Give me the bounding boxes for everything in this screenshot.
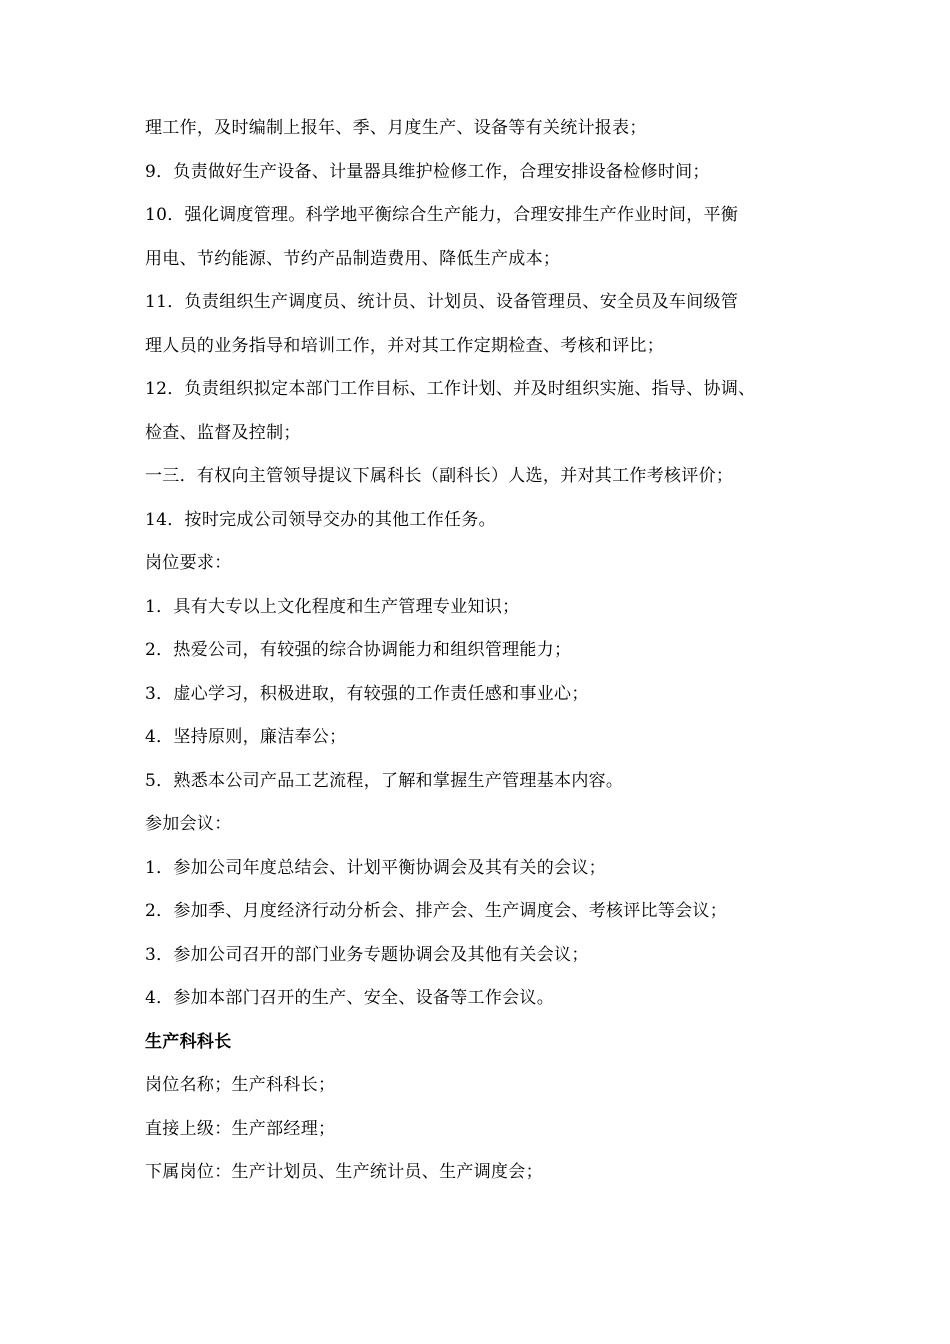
text-line: 用电、节约能源、节约产品制造费用、降低生产成本； bbox=[145, 248, 561, 269]
text-line: 下属岗位：生产计划员、生产统计员、生产调度会； bbox=[145, 1162, 543, 1182]
text-line: 10．强化调度管理。科学地平衡综合生产能力，合理安排生产作业时间，平衡 bbox=[145, 205, 739, 225]
text-line: 2．参加季、月度经济行动分析会、排产会、生产调度会、考核评比等会议； bbox=[145, 901, 728, 921]
text-line: 理人员的业务指导和培训工作，并对其工作定期检查、考核和评比； bbox=[145, 335, 664, 356]
text-line: 14．按时完成公司领导交办的其他工作任务。 bbox=[145, 509, 496, 530]
text-line: 5．熟悉本公司产品工艺流程，了解和掌握生产管理基本内容。 bbox=[145, 770, 624, 791]
text-line: 4．坚持原则，廉洁奉公； bbox=[145, 727, 347, 747]
text-line: 12．负责组织拟定本部门工作目标、工作计划、并及时组织实施、指导、协调、 bbox=[145, 379, 756, 399]
text-line: 3．虚心学习，积极进取，有较强的工作责任感和事业心； bbox=[145, 683, 589, 704]
text-line: 9．负责做好生产设备、计量器具维护检修工作，合理安排设备检修时间； bbox=[145, 161, 710, 182]
text-line: 检查、监督及控制； bbox=[145, 422, 301, 443]
text-line: 4．参加本部门召开的生产、安全、设备等工作会议。 bbox=[145, 988, 555, 1008]
text-line: 一三．有权向主管领导提议下属科长（副科长）人选，并对其工作考核评价； bbox=[145, 466, 734, 486]
text-line: 直接上级：生产部经理； bbox=[145, 1118, 336, 1139]
text-line: 理工作，及时编制上报年、季、月度生产、设备等有关统计报表； bbox=[145, 118, 647, 138]
text-line: 1．参加公司年度总结会、计划平衡协调会及其有关的会议； bbox=[145, 857, 606, 878]
text-line: 1．具有大专以上文化程度和生产管理专业知识； bbox=[145, 596, 520, 617]
text-line: 岗位名称；生产科科长； bbox=[145, 1075, 336, 1095]
section-label-requirements: 岗位要求： bbox=[145, 553, 232, 573]
text-line: 11．负责组织生产调度员、统计员、计划员、设备管理员、安全员及车间级管 bbox=[145, 292, 739, 312]
text-line: 2．热爱公司，有较强的综合协调能力和组织管理能力； bbox=[145, 640, 572, 660]
section-label-meetings: 参加会议： bbox=[145, 814, 232, 834]
document-body bbox=[145, 114, 835, 1202]
section-heading: 生产科科长 bbox=[145, 1031, 232, 1052]
text-line: 3．参加公司召开的部门业务专题协调会及其他有关会议； bbox=[145, 944, 589, 965]
